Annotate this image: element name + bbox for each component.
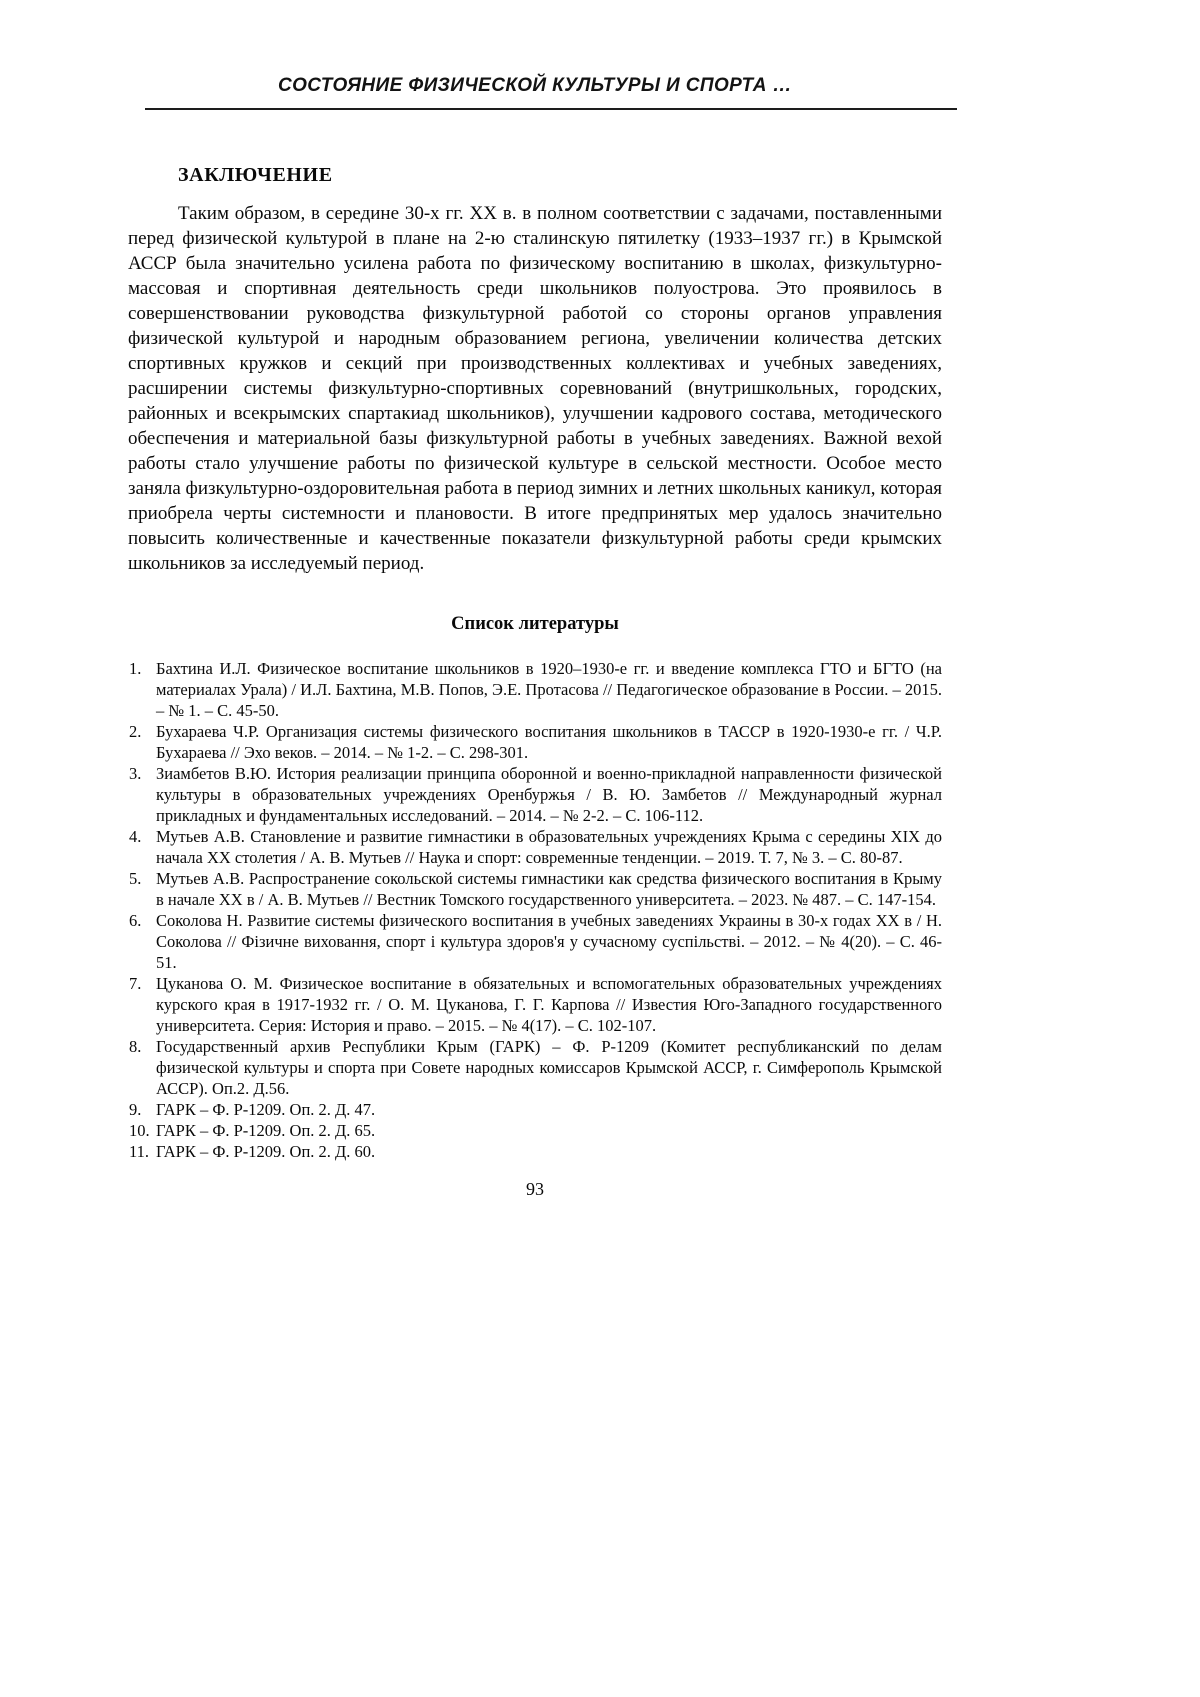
reference-item xyxy=(128,910,942,973)
reference-number: 1. xyxy=(129,659,142,678)
conclusion-paragraph: Таким образом, в середине 30-х гг. XX в. в полном соответствии с задачами, поставленными перед физической культурой в плане на 2-ю сталинскую пятилетку (1933–1937 гг.) в Крымской АССР была значительно усилена работа по физическому воспитанию в школах, физкультурно-массовая и спортивная деятельность среди школьников полуострова. Это проявилось в совершенствовании руководства физкультурной работой со стороны органов управления физической культурой и народным образованием региона, увеличении количества детских спортивных кружков и секций при производственных коллективах и учебных заведениях, расширении системы физкультурно-спортивных соревнований (внутришкольных, городских, районных и всекрымских спартакиад школьников), улучшении кадрового состава, методического обеспечения и материальной базы физкультурной работы в учебных заведениях. Важной вехой работы стало улучшение работы по физической культуре в сельской местности. Особое место заняла физкультурно-оздоровительная работа в период зимних и летних школьных каникул, которая приобрела черты системности и плановости. В итоге предпринятых мер удалось значительно повысить количественные и качественные показатели физкультурной работы среди крымских школьников за исследуемый период. xyxy=(128,203,943,574)
reference-text: Государственный архив Республики Крым (ГАРК) – Ф. Р-1209 (Комитет республиканский по делам физической культуры и спорта при Совете народных комиссаров Крымской АССР, г. Симферополь Крымской АССР). Оп.2. Д.56. xyxy=(156,1037,942,1098)
page-header xyxy=(0,75,1200,110)
references-list xyxy=(128,658,942,1162)
reference-text: ГАРК – Ф. Р-1209. Оп. 2. Д. 65. xyxy=(156,1121,376,1140)
reference-item xyxy=(128,763,942,826)
reference-item xyxy=(128,973,942,1036)
reference-text: Цуканова О. М. Физическое воспитание в обязательных и вспомогательных образовательных учреждениях курского края в 1917-1932 гг. / О. М. Цуканова, Г. Г. Карпова // Известия Юго-Западного государственного университета. Серия: История и право. – 2015. – № 4(17). – С. 102-107. xyxy=(156,974,942,1035)
reference-number: 5. xyxy=(129,869,142,888)
page-footer xyxy=(0,1179,1200,1200)
reference-text: Зиамбетов В.Ю. История реализации принципа оборонной и военно-прикладной направленности физической культуры в образовательных учреждениях Оренбуржья / В. Ю. Замбетов // Международный журнал прикладных и фундаментальных исследований. – 2014. – № 2-2. – С. 106-112. xyxy=(156,764,942,825)
reference-number: 4. xyxy=(129,827,142,846)
reference-number: 3. xyxy=(129,764,142,783)
reference-number: 6. xyxy=(129,911,142,930)
reference-text: Бахтина И.Л. Физическое воспитание школьников в 1920–1930-е гг. и введение комплекса ГТО и БГТО (на материалах Урала) / И.Л. Бахтина, М.В. Попов, Э.Е. Протасова // Педагогическое образование в России. – 2015. – № 1. – С. 45-50. xyxy=(156,659,942,720)
reference-text: ГАРК – Ф. Р-1209. Оп. 2. Д. 47. xyxy=(156,1100,376,1119)
reference-item xyxy=(128,658,942,721)
header-rule xyxy=(145,108,957,110)
reference-item xyxy=(128,868,942,910)
reference-number: 2. xyxy=(129,722,142,741)
reference-item xyxy=(128,1120,942,1141)
reference-text: Бухараева Ч.Р. Организация системы физического воспитания школьников в ТАССР в 1920-1930-е гг. / Ч.Р. Бухараева // Эхо веков. – 2014. – № 1-2. – С. 298-301. xyxy=(156,722,942,762)
reference-item xyxy=(128,1141,942,1162)
reference-item xyxy=(128,1036,942,1099)
reference-number: 7. xyxy=(129,974,142,993)
reference-text: Соколова Н. Развитие системы физического воспитания в учебных заведениях Украины в 30-х годах XX в / Н. Соколова // Фізичне виховання, спорт і культура здоров'я у сучасному суспільстві. – 2012. – № 4(20). – С. 46-51. xyxy=(156,911,942,972)
reference-number: 9. xyxy=(129,1100,142,1119)
reference-number: 10. xyxy=(129,1121,150,1140)
conclusion-heading: ЗАКЛЮЧЕНИЕ xyxy=(178,164,333,186)
reference-text: Мутьев А.В. Становление и развитие гимнастики в образовательных учреждениях Крыма с середины XIX до начала XX столетия / А. В. Мутьев // Наука и спорт: современные тенденции. – 2019. Т. 7, № 3. – С. 80-87. xyxy=(156,827,942,867)
reference-number: 11. xyxy=(129,1142,150,1161)
reference-text: Мутьев А.В. Распространение сокольской системы гимнастики как средства физического воспитания в Крыму в начале XX в / А. В. Мутьев // Вестник Томского государственного университета. – 2023. № 487. – С. 147-154. xyxy=(156,869,942,909)
page-number: 93 xyxy=(526,1179,544,1199)
page-content xyxy=(128,164,942,1162)
references-heading: Список литературы xyxy=(451,614,619,634)
reference-item xyxy=(128,826,942,868)
reference-text: ГАРК – Ф. Р-1209. Оп. 2. Д. 60. xyxy=(156,1142,376,1161)
reference-item xyxy=(128,721,942,763)
running-title: СОСТОЯНИЕ ФИЗИЧЕСКОЙ КУЛЬТУРЫ И СПОРТА … xyxy=(278,75,792,96)
reference-number: 8. xyxy=(129,1037,142,1056)
reference-item xyxy=(128,1099,942,1120)
